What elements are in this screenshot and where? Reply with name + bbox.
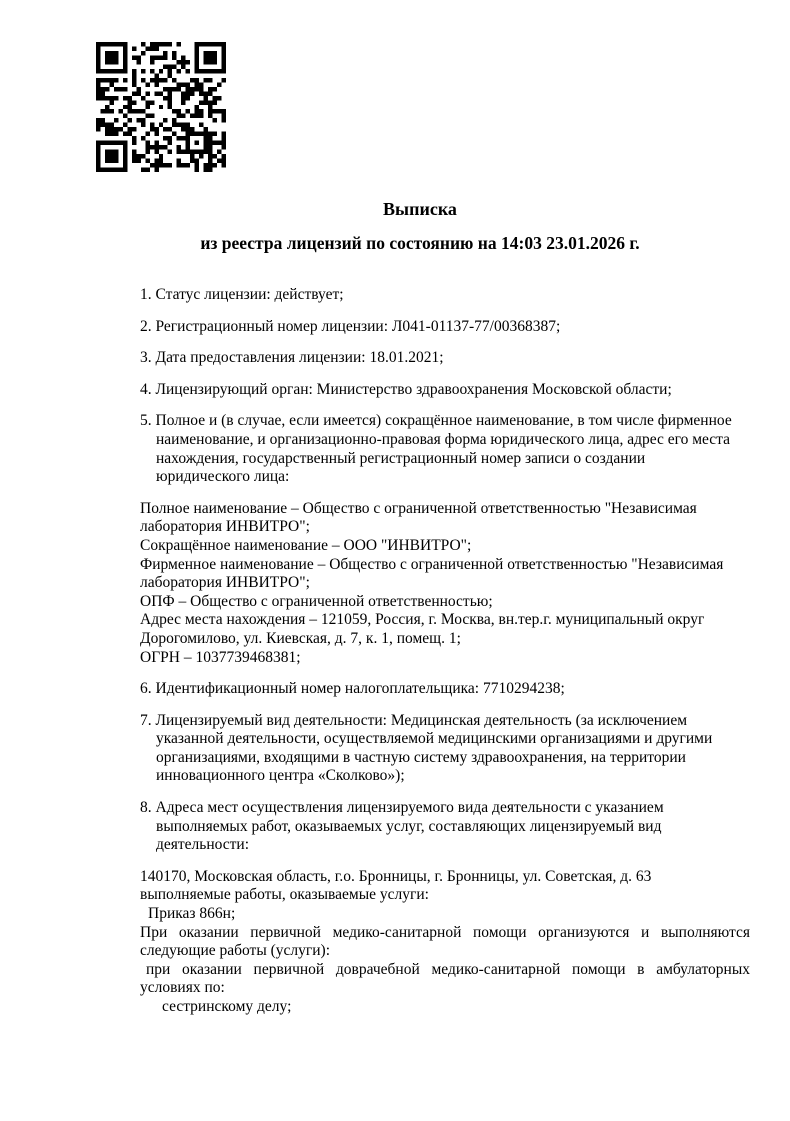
document-line: инновационного центра «Сколково»); <box>156 767 405 785</box>
paragraph <box>140 412 750 486</box>
document-line: лаборатория ИНВИТРО"; <box>140 574 310 592</box>
document-line: организациями, входящими в частную систему здравоохранения, на территории <box>156 748 686 766</box>
paragraph <box>140 349 750 368</box>
document-line: 8. Адреса мест осуществления лицензируемого вида деятельности с указанием <box>140 799 664 817</box>
qr-code <box>96 42 226 172</box>
document-line: выполняемые работы, оказываемые услуги: <box>140 886 429 904</box>
document-line: сестринскому делу; <box>162 998 292 1015</box>
document-line: 5. Полное и (в случае, если имеется) сокращённое наименование, в том числе фирменное <box>140 412 732 430</box>
document-line: 1. Статус лицензии: действует; <box>140 286 344 303</box>
document-line: Полное наименование – Общество с ограниченной ответственностью "Независимая <box>140 499 697 517</box>
document-header <box>140 199 700 253</box>
paragraph <box>140 868 750 1017</box>
document-line: 4. Лицензирующий орган: Министерство здравоохранения Московской области; <box>140 380 672 398</box>
document-line: деятельности: <box>156 836 250 854</box>
document-line: Сокращённое наименование – ООО "ИНВИТРО"; <box>140 536 472 554</box>
document-line: 3. Дата предоставления лицензии: 18.01.2021; <box>140 349 444 367</box>
document-line: при оказании первичной доврачебной медико-санитарной помощи в амбулаторных <box>146 960 750 978</box>
document-line: 2. Регистрационный номер лицензии: Л041-01137-77/00368387; <box>140 317 561 335</box>
paragraph <box>140 381 750 400</box>
document-line: 140170, Московская область, г.о. Бронницы, г. Бронницы, ул. Советская, д. 63 <box>140 867 652 885</box>
paragraph <box>140 286 750 305</box>
document-line: условиях по: <box>140 979 225 997</box>
document-line: следующие работы (услуги): <box>140 942 331 960</box>
document-line: Приказ 866н; <box>148 905 236 923</box>
document-line: Фирменное наименование – Общество с ограниченной ответственностью "Независимая <box>140 555 724 573</box>
document-line: При оказании первичной медико-санитарной помощи организуются и выполняются <box>140 923 750 941</box>
document-line: нахождения, государственный регистрационный номер записи о создании <box>156 449 646 467</box>
document-line: ОГРН – 1037739468381; <box>140 648 301 666</box>
document-line: выполняемых работ, оказываемых услуг, составляющих лицензируемый вид <box>156 817 662 835</box>
paragraph <box>140 799 750 855</box>
paragraph <box>140 318 750 337</box>
document-subtitle: из реестра лицензий по состоянию на 14:03 23.01.2026 г. <box>200 233 640 253</box>
document-line: указанной деятельности, осуществляемой медицинскими организациями и другими <box>156 730 713 748</box>
paragraph <box>140 680 750 699</box>
document-line: лаборатория ИНВИТРО"; <box>140 518 310 536</box>
document-line: наименование, и организационно-правовая форма юридического лица, адрес его места <box>156 430 731 448</box>
document-line: юридического лица: <box>156 468 290 486</box>
document-title: Выписка <box>383 199 457 219</box>
document-line: ОПФ – Общество с ограниченной ответственностью; <box>140 592 493 610</box>
document-line: Адрес места нахождения – 121059, Россия, г. Москва, вн.тер.г. муниципальный округ <box>140 611 705 629</box>
paragraph <box>140 500 750 667</box>
document-line: 6. Идентификационный номер налогоплательщика: 7710294238; <box>140 680 565 698</box>
document-line: 7. Лицензируемый вид деятельности: Медицинская деятельность (за исключением <box>140 711 688 729</box>
paragraph <box>140 712 750 786</box>
document-body <box>140 286 750 1030</box>
document-line: Дорогомилово, ул. Киевская, д. 7, к. 1, помещ. 1; <box>140 629 461 647</box>
